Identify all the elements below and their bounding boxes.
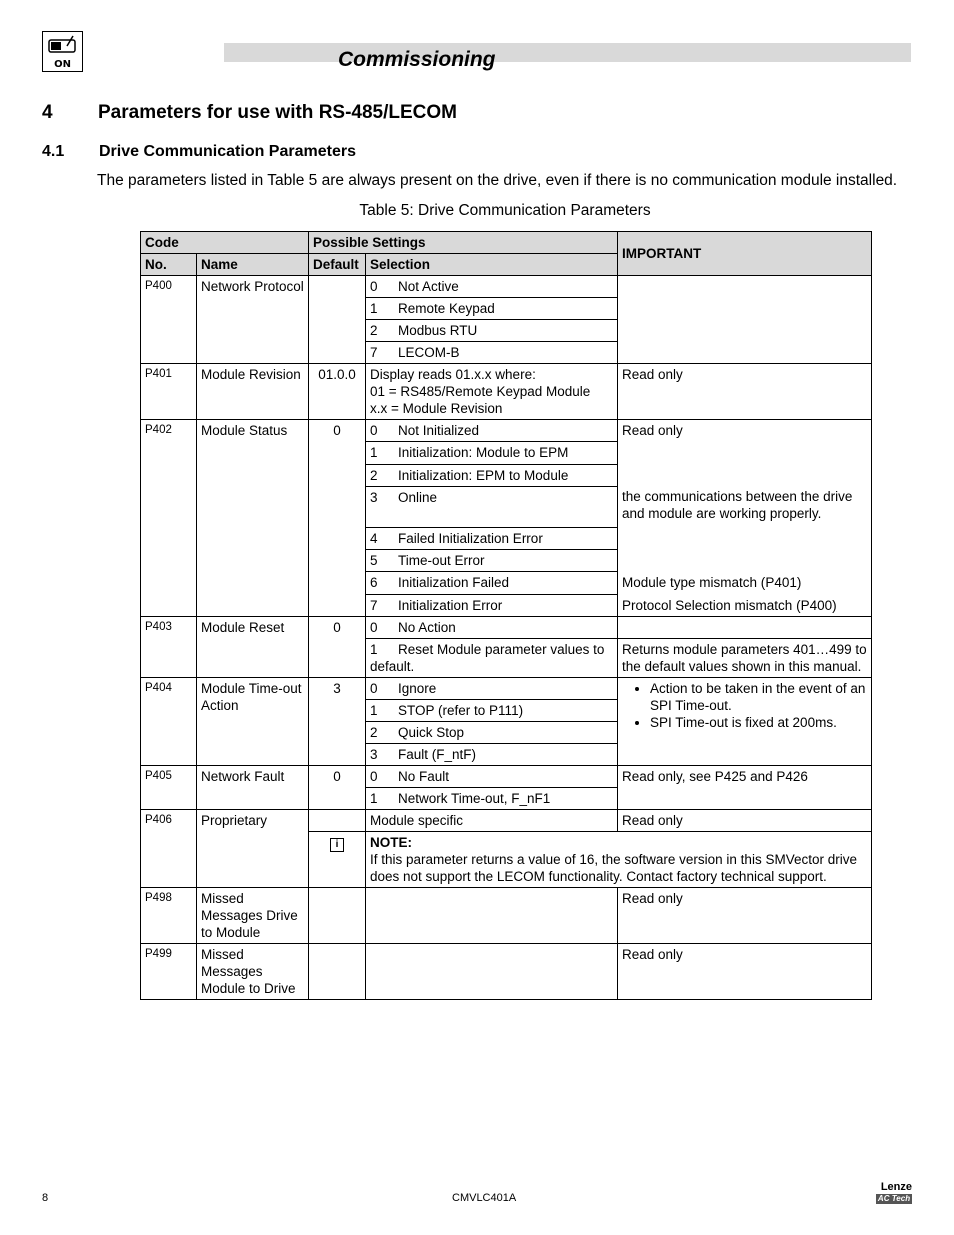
param-name: Network Fault (197, 766, 309, 810)
header-code: Code (141, 232, 309, 254)
param-name: Module Time-out Action (197, 678, 309, 766)
table-row (141, 364, 872, 420)
selection-cell: 3 Fault (F_ntF) (366, 744, 618, 766)
selection-cell: 1 Reset Module parameter values to default. (366, 639, 618, 678)
important-cell: Returns module parameters 401…499 to the default values shown in this manual. (618, 639, 872, 678)
page-number: 8 (42, 1192, 49, 1204)
header-no: No. (141, 254, 197, 276)
param-name: Module Revision (197, 364, 309, 420)
important-cell: • Action to be taken in the event of an SPI Time-out. • SPI Time-out is fixed at 200ms. (618, 678, 872, 766)
lenze-logo (876, 1182, 912, 1204)
section-title: Parameters for use with RS-485/LECOM (98, 102, 457, 123)
table-row (141, 766, 872, 788)
intro-paragraph: The parameters listed in Table 5 are always present on the drive, even if there is no communication module installed. (97, 172, 898, 189)
selection-cell: 0 Not Initialized (366, 420, 618, 442)
selection-cell: 1 Network Time-out, F_nF1 (366, 788, 618, 810)
selection-cell: 0 No Action (366, 617, 618, 639)
header-possible-settings: Possible Settings (309, 232, 618, 254)
selection-cell (366, 888, 618, 944)
param-default: 0 (309, 766, 366, 810)
selection-cell: 7 LECOM-B (366, 342, 618, 364)
param-code: P498 (141, 888, 197, 944)
param-default: 0 (309, 420, 366, 617)
note-cell (366, 832, 872, 888)
param-default (309, 810, 366, 832)
param-name: Missed Messages Drive to Module (197, 888, 309, 944)
param-name: Proprietary (197, 810, 309, 888)
subsection-number: 4.1 (42, 143, 65, 160)
important-cell: Read only (618, 364, 872, 420)
table-row (141, 420, 872, 442)
important-cell: Read only the communications between the drive and module are working properly. Module type mismatch (P401) Protocol Selection mismatch (P400) (618, 420, 872, 617)
param-code: P401 (141, 364, 197, 420)
param-code: P402 (141, 420, 197, 617)
section-number: 4 (42, 102, 53, 123)
selection-cell: 2 Modbus RTU (366, 320, 618, 342)
table-row (141, 888, 872, 944)
table-row (141, 617, 872, 639)
param-default (309, 944, 366, 1000)
selection-cell: 3 Online (366, 486, 618, 527)
selection-cell: 2 Initialization: EPM to Module (366, 464, 618, 486)
table-row (141, 944, 872, 1000)
param-default: 0 (309, 617, 366, 678)
selection-cell: 0 Ignore (366, 678, 618, 700)
selection-cell: Display reads 01.x.x where: 01 = RS485/Remote Keypad Module x.x = Module Revision (366, 364, 618, 420)
header-default: Default (309, 254, 366, 276)
selection-cell: Module specific (366, 810, 618, 832)
selection-cell: 4 Failed Initialization Error (366, 527, 618, 549)
param-code: P405 (141, 766, 197, 810)
param-default: 01.0.0 (309, 364, 366, 420)
header-name: Name (197, 254, 309, 276)
note-text: If this parameter returns a value of 16, the software version in this SMVector drive does not support the LECOM functionality. Contact factory technical support. (370, 852, 857, 884)
important-cell (618, 617, 872, 639)
switch-label: ON (54, 59, 71, 70)
table-row (141, 678, 872, 700)
header-important: IMPORTANT (618, 232, 872, 276)
info-icon: i (330, 838, 344, 852)
document-code: CMVLC401A (452, 1192, 517, 1204)
param-default: 3 (309, 678, 366, 766)
selection-cell: 1 Remote Keypad (366, 298, 618, 320)
param-code: P406 (141, 810, 197, 888)
logo-top-text: Lenze (880, 1181, 912, 1193)
logo-bottom-text: AC Tech (877, 1194, 911, 1203)
param-name: Missed Messages Module to Drive (197, 944, 309, 1000)
selection-cell: 1 Initialization: Module to EPM (366, 442, 618, 464)
table-caption: Table 5: Drive Communication Parameters (359, 202, 651, 219)
table-row (141, 810, 872, 832)
subsection-title: Drive Communication Parameters (99, 143, 356, 160)
selection-cell: 1 STOP (refer to P111) (366, 700, 618, 722)
table-row (141, 276, 872, 298)
param-name: Network Protocol (197, 276, 309, 364)
selection-cell: 0 Not Active (366, 276, 618, 298)
note-title: NOTE: (370, 835, 412, 850)
param-default (309, 276, 366, 364)
chapter-title: Commissioning (338, 48, 496, 71)
selection-cell: 2 Quick Stop (366, 722, 618, 744)
important-cell: Read only (618, 810, 872, 832)
param-code: P499 (141, 944, 197, 1000)
param-name: Module Status (197, 420, 309, 617)
header-selection: Selection (366, 254, 618, 276)
selection-cell: 0 No Fault (366, 766, 618, 788)
important-cell (618, 276, 872, 364)
important-cell: Read only, see P425 and P426 (618, 766, 872, 810)
selection-cell: 6 Initialization Failed (366, 572, 618, 594)
selection-cell: 7 Initialization Error (366, 594, 618, 616)
table-header-row (141, 232, 872, 254)
param-code: P404 (141, 678, 197, 766)
note-icon-cell (309, 832, 366, 888)
param-default (309, 888, 366, 944)
important-cell: Read only (618, 888, 872, 944)
power-switch-icon (42, 31, 83, 72)
important-cell: Read only (618, 944, 872, 1000)
param-code: P400 (141, 276, 197, 364)
param-name: Module Reset (197, 617, 309, 678)
header-bar (224, 43, 911, 62)
selection-cell (366, 944, 618, 1000)
param-code: P403 (141, 617, 197, 678)
drive-communication-parameters-table (140, 231, 872, 1000)
selection-cell: 5 Time-out Error (366, 550, 618, 572)
